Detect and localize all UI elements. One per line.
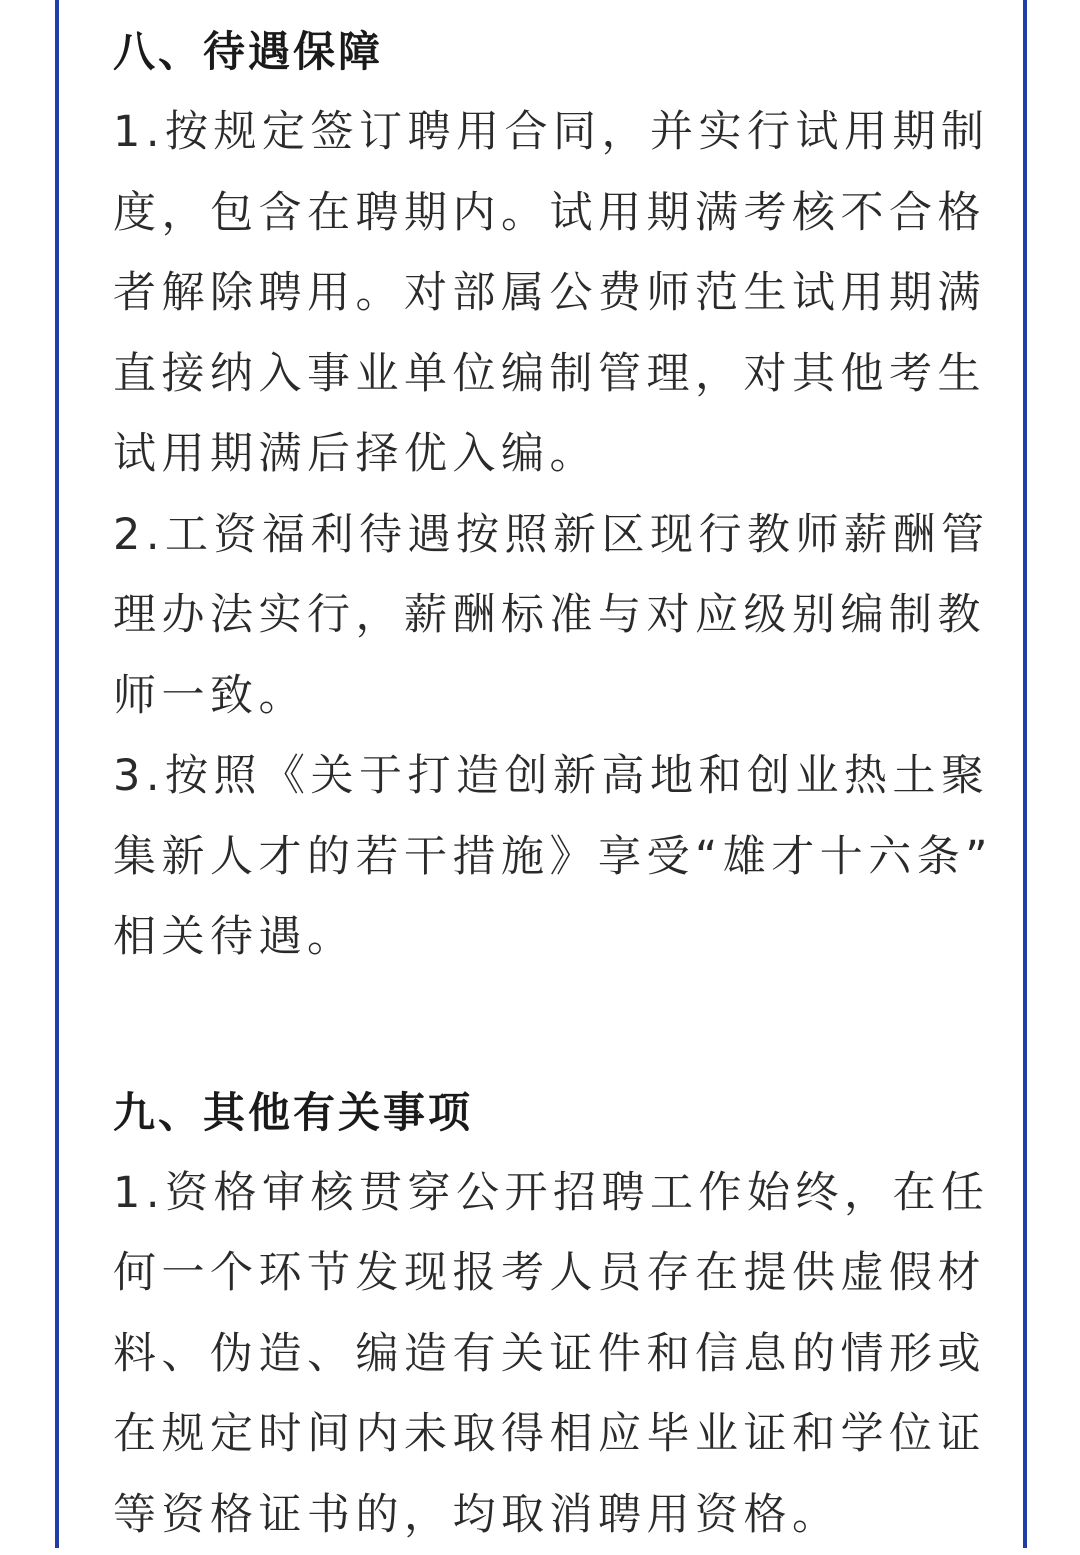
paragraph-line: 在规定时间内未取得相应毕业证和学位证 [113, 1394, 973, 1475]
paragraph-line: 师一致。 [113, 656, 973, 737]
paragraph-line: 等资格证书的，均取消聘用资格。 [113, 1475, 973, 1555]
paragraph-line: 2.工资福利待遇按照新区现行教师薪酬管 [113, 495, 973, 576]
article-body [113, 12, 973, 1555]
left-border-line [55, 0, 59, 1548]
paragraph-line: 直接纳入事业单位编制管理，对其他考生 [113, 334, 973, 415]
paragraph-line: 3.按照《关于打造创新高地和创业热土聚 [113, 736, 973, 817]
paragraph-line: 相关待遇。 [113, 897, 973, 978]
paragraph-line: 1.按规定签订聘用合同，并实行试用期制 [113, 92, 973, 173]
paragraph-line: 者解除聘用。对部属公费师范生试用期满 [113, 253, 973, 334]
paragraph-line: 何一个环节发现报考人员存在提供虚假材 [113, 1233, 973, 1314]
section-benefits [113, 12, 973, 978]
paragraph-line: 1.资格审核贯穿公开招聘工作始终，在任 [113, 1153, 973, 1234]
paragraph-line: 度，包含在聘期内。试用期满考核不合格 [113, 173, 973, 254]
section-gap [113, 978, 973, 1073]
section-other-matters [113, 1073, 973, 1555]
paragraph-line: 理办法实行，薪酬标准与对应级别编制教 [113, 575, 973, 656]
paragraph-line: 集新人才的若干措施》享受“雄才十六条” [113, 817, 973, 898]
section-title: 八、待遇保障 [113, 12, 973, 92]
paragraph-line: 料、伪造、编造有关证件和信息的情形或 [113, 1314, 973, 1395]
section-title: 九、其他有关事项 [113, 1073, 973, 1153]
paragraph-line: 试用期满后择优入编。 [113, 414, 973, 495]
right-border-line [1023, 0, 1027, 1548]
